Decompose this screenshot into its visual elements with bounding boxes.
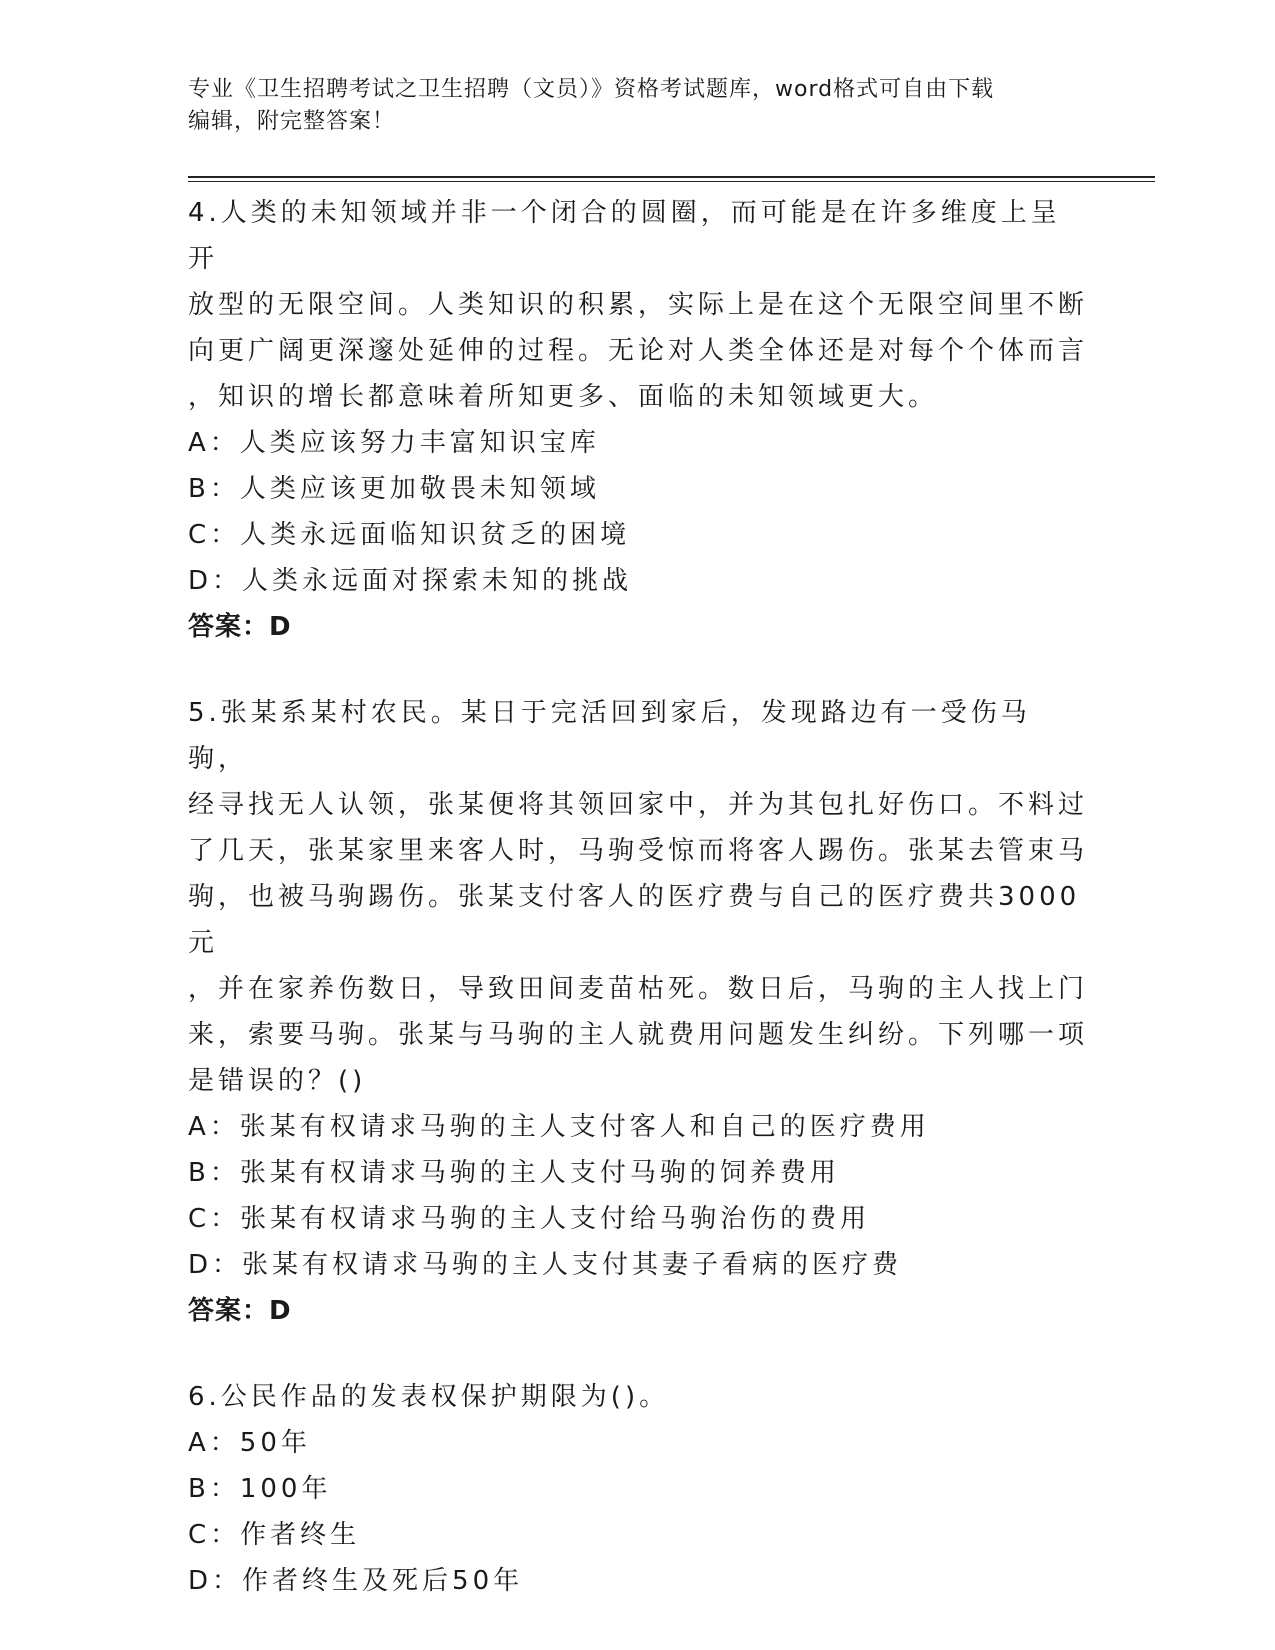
question-text: 6.公民作品的发表权保护期限为()。: [188, 1382, 670, 1412]
option-b: B：人类应该更加敬畏未知领域: [188, 474, 600, 504]
option-b: B：张某有权请求马驹的主人支付马驹的饲养费用: [188, 1158, 840, 1188]
answer-label: 答案：D: [188, 612, 292, 642]
header-line-2: 编辑，附完整答案！: [188, 109, 396, 134]
option-d: D：张某有权请求马驹的主人支付其妻子看病的医疗费: [188, 1250, 903, 1280]
option-c: C：张某有权请求马驹的主人支付给马驹治伤的费用: [188, 1204, 871, 1234]
option-c: C：作者终生: [188, 1520, 361, 1550]
question-list: [188, 190, 1088, 1644]
document-header: [188, 74, 1088, 138]
option-d: D：人类永远面对探索未知的挑战: [188, 566, 633, 596]
header-line-1: 专业《卫生招聘考试之卫生招聘（文员）》资格考试题库，word格式可自由下载: [188, 77, 995, 102]
answer-label: 答案：D: [188, 1296, 292, 1326]
option-a: A：50年: [188, 1428, 311, 1458]
question-text: 5.张某系某村农民。某日于完活回到家后，发现路边有一受伤马驹， 经寻找无人认领，张某便将其领回家中，并为其包扎好伤口。不料过 了几天，张某家里来客人时，马驹受惊而将客人踢伤。张某去管束马 驹，也被马驹踢伤。张某支付客人的医疗费与自己的医疗费共3000元 ，并在家养伤数日，导致田间麦苗枯死。数日后，马驹的主人找上门 来，索要马驹。张某与马驹的主人就费用问题发生纠纷。下列哪一项 是错误的？(): [188, 698, 1089, 1096]
option-a: A：人类应该努力丰富知识宝库: [188, 428, 600, 458]
option-c: C：人类永远面临知识贫乏的困境: [188, 520, 631, 550]
option-a: A：张某有权请求马驹的主人支付客人和自己的医疗费用: [188, 1112, 930, 1142]
option-d: D：作者终生及死后50年: [188, 1566, 524, 1596]
question-text: 4.人类的未知领域并非一个闭合的圆圈，而可能是在许多维度上呈开 放型的无限空间。人类知识的积累，实际上是在这个无限空间里不断 向更广阔更深邃处延伸的过程。无论对人类全体还是对每个个体而言 ，知识的增长都意味着所知更多、面临的未知领域更大。: [188, 198, 1089, 412]
header-divider-thin: [188, 181, 1155, 182]
question-6: [188, 1374, 1088, 1604]
option-b: B：100年: [188, 1474, 332, 1504]
question-4: [188, 190, 1088, 650]
question-5: [188, 690, 1088, 1334]
header-divider: [188, 176, 1155, 178]
